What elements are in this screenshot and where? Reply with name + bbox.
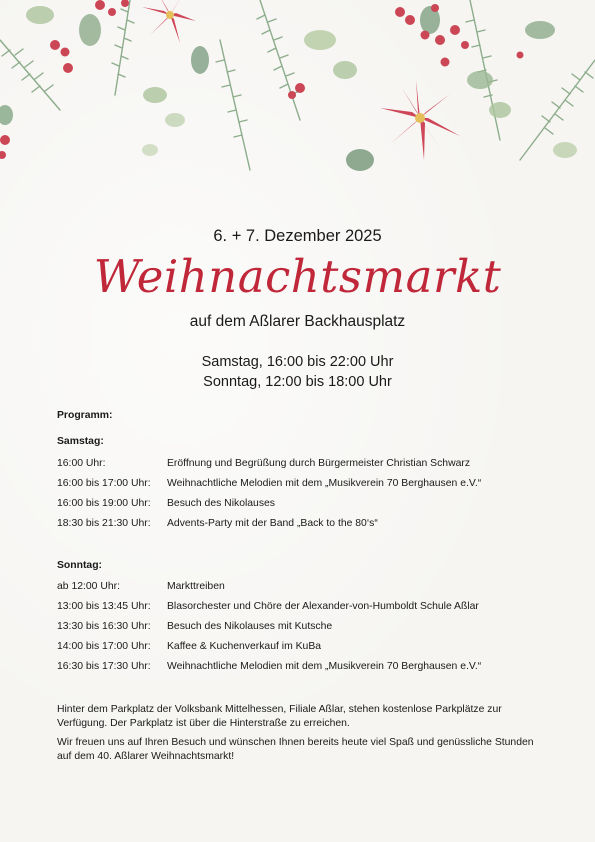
program-description: Blasorchester und Chöre der Alexander-von-Humboldt Schule Aßlar: [167, 601, 479, 612]
program-row: [57, 458, 547, 472]
program-time: 13:00 bis 13:45 Uhr:: [57, 601, 151, 612]
program-row: [57, 498, 547, 512]
program-row: [57, 478, 547, 492]
program-description: Weihnachtliche Melodien mit dem „Musikverein 70 Berghausen e.V.“: [167, 478, 482, 489]
program-description: Weihnachtliche Melodien mit dem „Musikverein 70 Berghausen e.V.“: [167, 661, 482, 672]
info-notes: [57, 703, 547, 769]
program-row: [57, 581, 547, 595]
program-time: 18:30 bis 21:30 Uhr:: [57, 518, 151, 529]
program-row: [57, 661, 547, 675]
opening-hours-saturday: Samstag, 16:00 bis 22:00 Uhr: [201, 354, 394, 370]
program-time: 14:00 bis 17:00 Uhr:: [57, 641, 151, 652]
program-row: [57, 641, 547, 655]
program-description: Kaffee & Kuchenverkauf im KuBa: [167, 641, 322, 652]
program-time: 16:00 bis 19:00 Uhr:: [57, 498, 151, 509]
program-row: [57, 601, 547, 615]
program-row: [57, 621, 547, 635]
closing-note: Wir freuen uns auf Ihren Besuch und wünschen Ihnen bereits heute viel Spaß und genüssliche Stunden auf dem 40. Aßlarer Weihnachtsmarkt!: [57, 737, 534, 762]
program-description: Besuch des Nikolauses: [167, 498, 276, 509]
program-description: Advents-Party mit der Band „Back to the 80‘s“: [167, 518, 378, 529]
program-description: Besuch des Nikolauses mit Kutsche: [167, 621, 333, 632]
opening-hours-sunday: Sonntag, 12:00 bis 18:00 Uhr: [203, 374, 392, 390]
program-time: 13:30 bis 16:30 Uhr:: [57, 621, 151, 632]
program-time: 16:00 Uhr:: [57, 458, 106, 469]
opening-hours: [0, 352, 595, 392]
program-description: Markttreiben: [167, 581, 225, 592]
sunday-heading: Sonntag:: [57, 560, 103, 571]
event-date: 6. + 7. Dezember 2025: [213, 227, 382, 245]
saturday-heading: Samstag:: [57, 436, 104, 447]
program-time: 16:30 bis 17:30 Uhr:: [57, 661, 151, 672]
program-heading: Programm:: [57, 410, 113, 421]
program-row: [57, 518, 547, 532]
parking-note: Hinter dem Parkplatz der Volksbank Mittelhessen, Filiale Aßlar, stehen kostenlose Parkplätze zur Verfügung. Der Parkplatz ist über die Hinterstraße zu erreichen.: [57, 704, 502, 729]
christmas-garland-decoration: [0, 0, 595, 205]
program-time: ab 12:00 Uhr:: [57, 581, 120, 592]
page-title: Weihnachtsmarkt: [93, 250, 502, 303]
event-location: auf dem Aßlarer Backhausplatz: [189, 313, 406, 330]
program-description: Eröffnung und Begrüßung durch Bürgermeister Christian Schwarz: [167, 458, 471, 469]
program-time: 16:00 bis 17:00 Uhr:: [57, 478, 151, 489]
